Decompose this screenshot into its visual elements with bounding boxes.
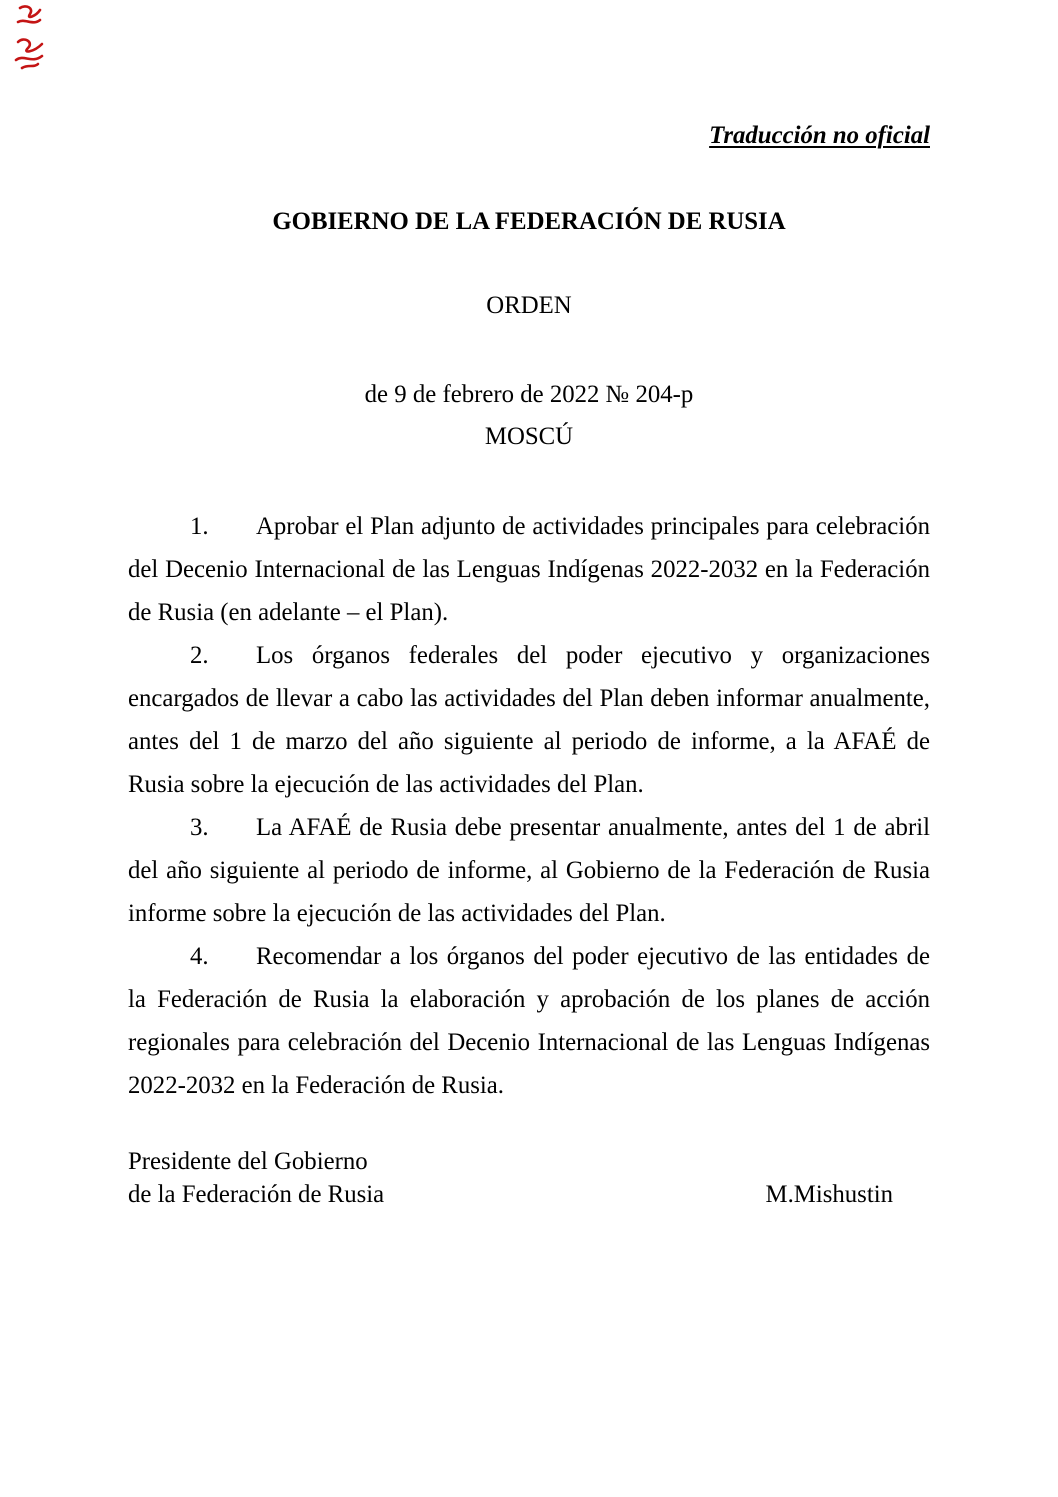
document-body: [128, 505, 930, 1107]
city-line: MOSCÚ: [484, 423, 574, 450]
signer-title-line2: de la Federación de Rusia: [128, 1181, 385, 1208]
paragraph-4-number: 4.: [190, 943, 209, 970]
paragraph-4-text: Recomendar a los órganos del poder ejecutivo de las entidades de la Federación de Rusia la elaboración y aprobación de los planes de acción regionales para celebración del Decenio Internacional de las Lenguas Indígenas 2022-2032 en la Federación de Rusia.: [128, 943, 930, 1099]
red-scribble-marks-icon: [10, 2, 54, 74]
paragraph-3-number: 3.: [190, 814, 209, 841]
date-number-line: de 9 de febrero de 2022 № 204-p: [364, 381, 694, 408]
paragraph-2-number: 2.: [190, 642, 209, 669]
paragraph-2-text: Los órganos federales del poder ejecutivo y organizaciones encargados de llevar a cabo las actividades del Plan deben informar anualmente, antes del 1 de marzo del año siguiente al periodo de informe, a la AFAÉ de Rusia sobre la ejecución de las actividades del Plan.: [128, 642, 930, 798]
signer-title-line1: Presidente del Gobierno: [128, 1148, 368, 1175]
document-type-heading: ORDEN: [486, 292, 572, 319]
paragraph-4: [128, 935, 930, 1107]
paragraph-2: [128, 634, 930, 806]
paragraph-1-number: 1.: [190, 513, 209, 540]
paragraph-3: [128, 806, 930, 935]
signature-block: [128, 1145, 930, 1211]
signer-title-row: [128, 1178, 930, 1211]
signer-name: M.Mishustin: [765, 1181, 893, 1208]
government-title: GOBIERNO DE LA FEDERACIÓN DE RUSIA: [272, 208, 786, 235]
paragraph-1-text: Aprobar el Plan adjunto de actividades principales para celebración del Decenio Internacional de las Lenguas Indígenas 2022-2032 en la Federación de Rusia (en adelante – el Plan).: [128, 513, 930, 626]
unofficial-translation-note: Traducción no oficial: [709, 122, 930, 149]
date-city-block: [128, 374, 930, 458]
paragraph-3-text: La AFAÉ de Rusia debe presentar anualmente, antes del 1 de abril del año siguiente al periodo de informe, al Gobierno de la Federación de Rusia informe sobre la ejecución de las actividades del Plan.: [128, 814, 930, 927]
paragraph-1: [128, 505, 930, 634]
